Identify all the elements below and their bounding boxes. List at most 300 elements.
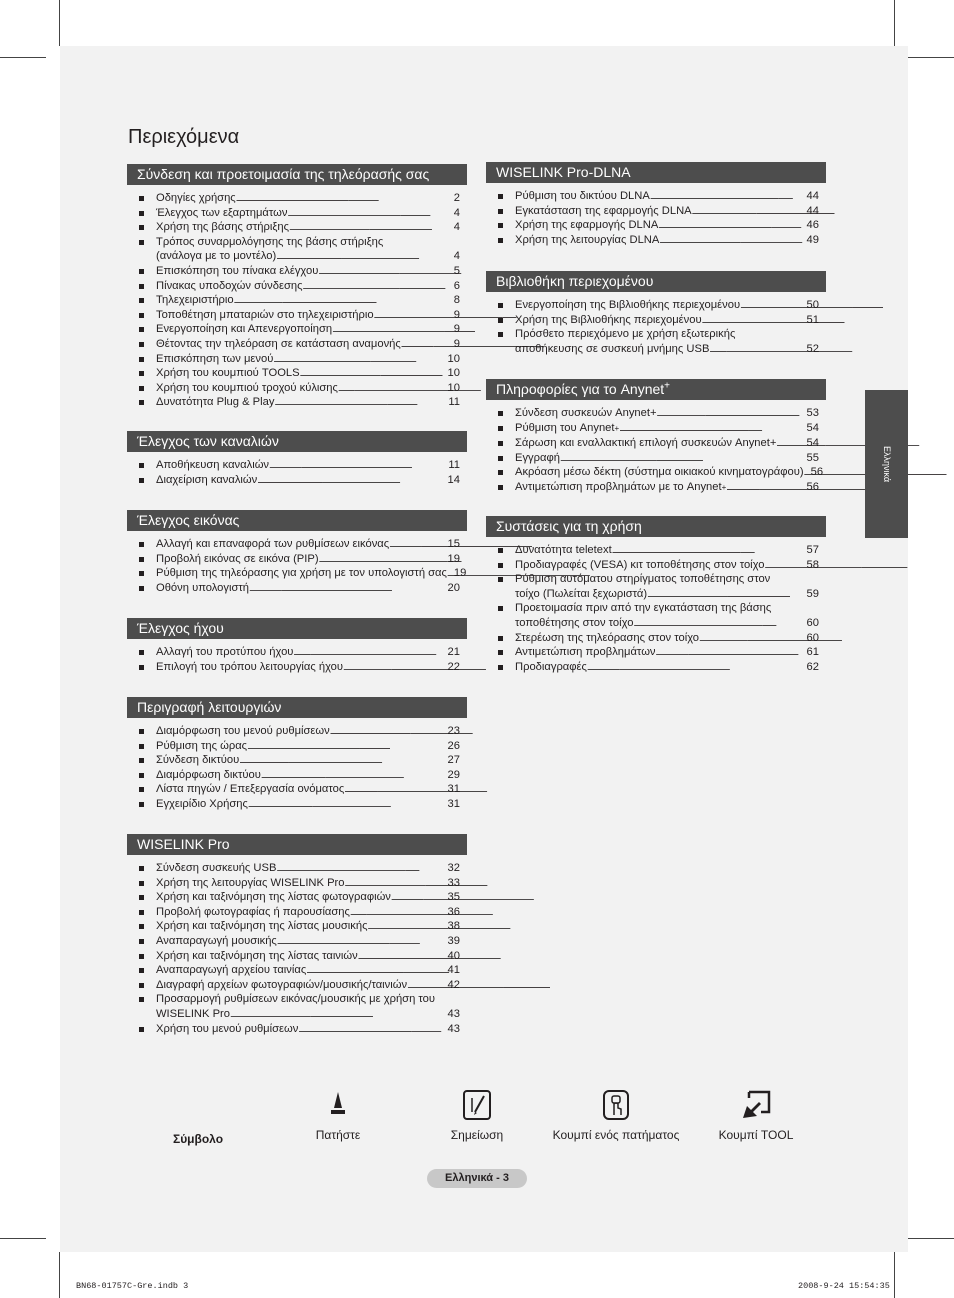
symbol-tool xyxy=(713,1088,799,1142)
toc-entry[interactable] xyxy=(127,395,467,410)
leader-dots xyxy=(633,616,805,631)
leader-dots xyxy=(257,473,446,488)
toc-list xyxy=(127,191,467,410)
leader-dots xyxy=(344,782,446,797)
toc-entry[interactable] xyxy=(127,978,467,993)
toc-entry[interactable] xyxy=(127,876,467,891)
toc-entry[interactable] xyxy=(486,558,826,573)
toc-entry-text: Σύνδεση συσκευών Anynet+ xyxy=(515,407,657,419)
toc-entry-text-cont: τοποθέτησης στον τοίχο xyxy=(515,616,634,629)
section-heading-text: Συστάσεις για τη χρήση xyxy=(496,518,642,534)
toc-page-number: 40 xyxy=(447,949,460,962)
toc-entry-text: Χρήση της βάσης στήριξης xyxy=(156,221,289,234)
note-pencil-icon xyxy=(460,1088,494,1122)
toc-entry[interactable] xyxy=(486,543,826,558)
leader-dots xyxy=(261,768,447,783)
tool-button-icon xyxy=(739,1088,773,1122)
toc-entry-line xyxy=(515,204,819,219)
leader-dots xyxy=(374,308,453,323)
toc-entry-text: Αναπαραγωγή μουσικής xyxy=(156,934,277,947)
toc-entry-text: Προσαρμογή ρυθμίσεων εικόνας/μουσικής με χρήση του xyxy=(156,993,435,1006)
toc-entry[interactable] xyxy=(127,724,467,739)
toc-section xyxy=(127,834,467,1036)
toc-entry-text-cont: (ανάλογα με το μοντέλο) xyxy=(156,250,277,263)
toc-entry[interactable] xyxy=(127,220,467,235)
toc-entry-text: Χρήση του κουμπιού τροχού κύλισης xyxy=(156,381,338,394)
leader-dots xyxy=(318,264,452,279)
section-heading xyxy=(486,516,826,537)
toc-entry[interactable] xyxy=(127,308,467,323)
toc-page-number: 43 xyxy=(447,1022,460,1035)
toc-entry-line xyxy=(156,537,460,552)
toc-entry[interactable] xyxy=(486,572,826,601)
toc-entry[interactable] xyxy=(486,406,826,421)
toc-entry-line xyxy=(515,218,819,233)
toc-entry-line xyxy=(156,279,460,294)
section-heading xyxy=(127,431,467,452)
leader-dots xyxy=(293,645,446,660)
toc-entry-line xyxy=(156,552,460,567)
symbol-legend-label: Σύμβολο xyxy=(173,1132,224,1146)
toc-list xyxy=(486,189,826,247)
toc-page-number: 22 xyxy=(447,660,460,673)
toc-page-number: 19 xyxy=(447,552,460,565)
toc-section xyxy=(127,164,467,410)
toc-page-number: 11 xyxy=(448,459,460,471)
toc-page-number: 4 xyxy=(453,221,460,234)
leader-dots xyxy=(658,218,805,233)
toc-entry-line xyxy=(515,587,819,602)
toc-page-number: 44 xyxy=(806,204,819,217)
section-heading-text: Πληροφορίες για το Anynet xyxy=(496,381,665,397)
toc-entry-line xyxy=(156,782,460,797)
toc-page-number: 60 xyxy=(806,631,819,644)
leader-dots xyxy=(702,313,806,328)
toc-entry-text: Προβολή φωτογραφίας ή παρουσίασης xyxy=(156,905,350,918)
crop-mark xyxy=(894,0,895,46)
toc-page-number: 43 xyxy=(447,1007,460,1020)
leader-dots xyxy=(330,724,447,739)
section-heading xyxy=(486,271,826,292)
toc-entry[interactable] xyxy=(127,797,467,812)
toc-page-number: 6 xyxy=(453,279,460,292)
toc-entry[interactable] xyxy=(127,739,467,754)
toc-entry[interactable] xyxy=(127,473,467,488)
toc-entry-line xyxy=(156,206,460,221)
toc-entry-text: Αντιμετώπιση προβλημάτων με το Anynet xyxy=(515,480,722,493)
toc-entry-text: Σύνδεση δικτύου xyxy=(156,754,240,767)
leader-dots xyxy=(647,587,805,602)
toc-entry[interactable] xyxy=(127,660,467,675)
toc-page-number: 62 xyxy=(806,660,819,673)
toc-list xyxy=(486,406,826,496)
toc-entry-text: Αντιμετώπιση προβλημάτων xyxy=(515,646,656,659)
crop-mark xyxy=(908,1238,954,1239)
toc-entry-line xyxy=(156,1022,460,1037)
toc-entry-text-cont: τοίχο (Πωλείται ξεχωριστά) xyxy=(515,587,648,600)
toc-page-number: 55 xyxy=(806,451,819,464)
toc-entry[interactable] xyxy=(127,890,467,905)
toc-entry-line xyxy=(515,660,819,675)
toc-entry-text: Αλλαγή και επαναφορά των ρυθμίσεων εικόνας xyxy=(156,538,390,550)
leader-dots xyxy=(247,739,446,754)
symbol-caption: Κουμπί TOOL xyxy=(718,1128,794,1142)
section-heading-text: Περιγραφή λειτουργιών xyxy=(137,699,282,715)
crop-mark xyxy=(894,1252,895,1298)
toc-entry-text: Χρήση της εφαρμογής DLNA xyxy=(515,219,659,232)
toc-entry[interactable] xyxy=(127,963,467,978)
toc-entry-line xyxy=(515,451,819,466)
leader-dots xyxy=(344,876,446,891)
leader-dots xyxy=(764,558,805,573)
toc-entry-text: Διαχείριση καναλιών xyxy=(156,473,258,486)
toc-entry[interactable] xyxy=(127,753,467,768)
toc-entry[interactable] xyxy=(486,421,826,437)
toc-list xyxy=(127,458,467,487)
press-arrow-icon xyxy=(321,1088,355,1122)
leader-dots xyxy=(560,451,806,466)
toc-entry[interactable] xyxy=(486,436,826,451)
toc-page-number: 14 xyxy=(447,473,460,486)
toc-entry[interactable] xyxy=(486,233,826,248)
toc-entry[interactable] xyxy=(486,298,826,313)
toc-page-number: 36 xyxy=(447,905,460,918)
leader-dots xyxy=(230,1007,447,1022)
toc-entry-line xyxy=(515,189,819,204)
toc-entry-text: Τρόπος συναρμολόγησης της βάσης στήριξης xyxy=(156,235,384,248)
toc-entry-text: Δυνατότητα teletext xyxy=(515,544,612,556)
toc-entry-text: Διαμόρφωση του μενού ρυθμίσεων xyxy=(156,725,330,737)
crop-mark xyxy=(59,0,60,46)
toc-entry-line xyxy=(515,616,819,631)
toc-entry-text: Στερέωση της τηλεόρασης στον τοίχο xyxy=(515,631,700,644)
toc-page-number: 49 xyxy=(806,233,819,246)
toc-entry-text: Χρήση του μενού ρυθμίσεων xyxy=(156,1022,299,1035)
toc-entry-text: Χρήση της λειτουργίας DLNA xyxy=(515,233,660,246)
toc-page-number: 5 xyxy=(453,264,460,277)
toc-entry-text: Τηλεχειριστήριο xyxy=(156,294,234,307)
toc-list xyxy=(127,861,467,1036)
toc-entry[interactable] xyxy=(486,465,826,480)
toc-list xyxy=(127,537,467,595)
toc-entry-text: Επισκόπηση του πίνακα ελέγχου xyxy=(156,264,319,277)
section-heading-text: Σύνδεση και προετοιμασία της τηλεόρασής σας xyxy=(137,166,430,182)
toc-entry-text-cont: WISELINK Pro xyxy=(156,1007,230,1020)
toc-section xyxy=(486,162,826,247)
toc-entry[interactable] xyxy=(486,189,826,204)
toc-entry-text: Οδηγίες χρήσης xyxy=(156,192,236,204)
toc-entry-text: Χρήση και ταξινόμηση της λίστας μουσικής xyxy=(156,920,368,933)
toc-page-number: 2 xyxy=(453,192,460,204)
toc-page-number: 8 xyxy=(453,294,460,307)
section-heading-text: Έλεγχος των καναλιών xyxy=(137,433,279,449)
toc-entry-text: Ρύθμιση της ώρας xyxy=(156,739,248,752)
leader-dots xyxy=(332,322,453,337)
toc-entry-line xyxy=(156,978,460,993)
section-heading xyxy=(486,162,826,183)
leader-dots xyxy=(692,204,806,219)
section-heading xyxy=(486,379,826,400)
toc-entry[interactable] xyxy=(127,919,467,934)
toc-entry-text: Ρύθμιση αυτόματου στηρίγματος τοποθέτησης στον xyxy=(515,573,771,586)
toc-page-number: 38 xyxy=(447,920,460,933)
toc-entry[interactable] xyxy=(127,279,467,294)
leader-dots xyxy=(276,249,453,264)
toc-list xyxy=(486,543,826,674)
toc-entry[interactable] xyxy=(127,934,467,949)
toc-entry[interactable] xyxy=(127,191,467,206)
toc-entry-line xyxy=(156,581,460,596)
leader-dots xyxy=(659,233,805,248)
leader-dots xyxy=(619,421,805,436)
toc-entry-text: Αλλαγή του προτύπου ήχου xyxy=(156,646,294,658)
leader-dots xyxy=(302,279,452,294)
toc-entry-line xyxy=(156,473,460,488)
section-heading xyxy=(127,510,467,531)
toc-entry[interactable] xyxy=(486,480,826,496)
toc-entry-line xyxy=(515,465,824,480)
toc-entry-text: Χρήση και ταξινόμηση της λίστας ταινιών xyxy=(156,949,358,962)
side-tab-label: Ελληνικά xyxy=(881,445,892,483)
toc-page-number: 31 xyxy=(447,783,460,796)
toc-entry-line xyxy=(515,645,819,660)
leader-dots xyxy=(401,337,453,352)
toc-entry-line xyxy=(156,660,460,675)
toc-entry-line xyxy=(156,919,460,934)
toc-entry-line xyxy=(156,566,467,581)
toc-entry[interactable] xyxy=(486,327,826,356)
toc-entry-line xyxy=(156,797,460,812)
toc-entry-line xyxy=(156,293,460,308)
toc-entry[interactable] xyxy=(486,631,826,646)
section-heading-text: WISELINK Pro xyxy=(137,836,230,852)
toc-entry[interactable] xyxy=(127,293,467,308)
toc-entry[interactable] xyxy=(127,366,467,381)
footer-date: 2008-9-24 15:54:35 xyxy=(798,1281,890,1291)
toc-entry-line xyxy=(156,905,460,920)
toc-entry-text: Ενεργοποίηση της Βιβλιοθήκης περιεχομένου xyxy=(515,299,741,311)
leader-dots xyxy=(699,631,806,646)
toc-entry-line xyxy=(156,645,460,660)
toc-entry-line xyxy=(156,934,460,949)
leader-dots xyxy=(656,645,806,660)
toc-entry[interactable] xyxy=(127,645,467,660)
toc-entry-line xyxy=(515,406,819,421)
one-touch-button-icon xyxy=(599,1088,633,1122)
toc-entry[interactable] xyxy=(486,645,826,660)
toc-page-number: 27 xyxy=(447,754,460,767)
toc-entry[interactable] xyxy=(127,905,467,920)
toc-page-number: 11 xyxy=(448,396,460,409)
toc-entry-text: Έλεγχος των εξαρτημάτων xyxy=(156,206,288,219)
leader-dots xyxy=(389,537,446,552)
toc-entry-text: Προδιαγραφές xyxy=(515,660,587,673)
toc-entry-line xyxy=(515,436,819,451)
toc-entry-text: Διαμόρφωση δικτύου xyxy=(156,768,261,781)
leader-dots xyxy=(248,797,447,812)
toc-entry[interactable] xyxy=(127,949,467,964)
crop-mark xyxy=(908,57,954,58)
toc-entry[interactable] xyxy=(486,451,826,466)
toc-entry-text: Ρύθμιση της τηλεόρασης για χρήση με τον υπολογιστή σας xyxy=(156,567,447,580)
symbol-press xyxy=(298,1088,378,1142)
toc-section xyxy=(486,379,826,496)
toc-section xyxy=(127,431,467,487)
toc-entry-line xyxy=(156,191,460,206)
toc-entry-line xyxy=(156,861,460,876)
toc-entry-text: Προδιαγραφές (VESA) κιτ τοποθέτησης στον τοίχο xyxy=(515,558,765,571)
page-number-badge: Ελληνικά - 3 xyxy=(427,1169,527,1188)
toc-entry[interactable] xyxy=(127,381,467,396)
leader-dots xyxy=(358,949,447,964)
toc-entry-text: Εγκατάσταση της εφαρμογής DLNA xyxy=(515,204,692,217)
crop-mark xyxy=(59,1252,60,1298)
leader-dots xyxy=(249,581,447,596)
toc-entry-text: Αποθήκευση καναλιών xyxy=(156,459,270,471)
section-heading-sup: + xyxy=(664,380,670,392)
leader-dots xyxy=(277,934,447,949)
toc-entry-text: Διαγραφή αρχείων φωτογραφιών/μουσικής/ταινιών xyxy=(156,978,408,991)
toc-page-number: 57 xyxy=(806,544,819,556)
leader-dots xyxy=(612,543,806,558)
toc-entry[interactable] xyxy=(486,313,826,328)
toc-page-number: 42 xyxy=(447,978,460,991)
leader-dots xyxy=(657,406,806,421)
symbol-caption: Σημείωση xyxy=(450,1128,504,1142)
toc-section xyxy=(486,271,826,356)
toc-entry-text: Εγχειρίδιο Χρήσης xyxy=(156,797,248,810)
toc-entry[interactable] xyxy=(127,1022,467,1037)
toc-entry-line xyxy=(515,233,819,248)
toc-entry-line xyxy=(156,458,460,473)
leader-dots xyxy=(234,293,453,308)
toc-entry[interactable] xyxy=(486,601,826,630)
toc-page-number: 53 xyxy=(806,407,819,419)
toc-section xyxy=(127,697,467,812)
toc-list xyxy=(127,645,467,674)
toc-list xyxy=(127,724,467,812)
toc-page-number: 4 xyxy=(453,206,460,219)
toc-entry-text: Οθόνη υπολογιστή xyxy=(156,581,250,594)
leader-dots xyxy=(407,978,446,993)
leader-dots xyxy=(343,660,447,675)
leader-dots xyxy=(306,963,446,978)
toc-entry[interactable] xyxy=(127,206,467,221)
leader-dots xyxy=(236,191,453,206)
toc-page-number: 23 xyxy=(447,725,460,737)
toc-entry-text: Πρόσθετο περιεχόμενο με χρήση εξωτερικής xyxy=(515,328,736,341)
toc-entry[interactable] xyxy=(127,768,467,783)
toc-page-number: 44 xyxy=(806,190,819,202)
toc-entry[interactable] xyxy=(486,204,826,219)
toc-entry-text: Πίνακας υποδοχών σύνδεσης xyxy=(156,279,303,292)
toc-entry-text: Ρύθμιση του δικτύου DLNA xyxy=(515,190,650,202)
toc-entry-text: Εγγραφή xyxy=(515,451,560,464)
toc-page-number: 56 xyxy=(806,480,819,493)
toc-entry-line xyxy=(156,753,460,768)
toc-entry-text: Προβολή εικόνας σε εικόνα (PIP) xyxy=(156,552,319,565)
toc-page-number: 51 xyxy=(806,313,819,326)
toc-entry-line xyxy=(515,342,819,357)
toc-page-number: 61 xyxy=(806,646,819,659)
toc-entry[interactable] xyxy=(127,337,467,352)
toc-entry-line xyxy=(156,890,460,905)
toc-entry[interactable] xyxy=(127,264,467,279)
toc-entry[interactable] xyxy=(127,322,467,337)
toc-entry[interactable] xyxy=(127,861,467,876)
toc-entry-text: Επισκόπηση των μενού xyxy=(156,352,274,365)
toc-entry[interactable] xyxy=(127,552,467,567)
toc-page-number: 50 xyxy=(806,299,819,311)
toc-entry-line xyxy=(156,739,460,754)
toc-entry[interactable] xyxy=(486,660,826,675)
toc-list xyxy=(486,298,826,356)
toc-page-number: 9 xyxy=(453,337,460,350)
page-title: Περιεχόμενα xyxy=(128,126,240,148)
toc-entry-line xyxy=(515,313,819,328)
symbol-caption: Κουμπί ενός πατήματος xyxy=(552,1128,680,1142)
toc-page-number: 52 xyxy=(806,342,819,355)
crop-mark xyxy=(0,1238,46,1239)
toc-entry[interactable] xyxy=(127,235,467,264)
toc-page-number: 9 xyxy=(453,308,460,321)
toc-entry-line xyxy=(156,337,460,352)
toc-entry-line xyxy=(515,631,819,646)
toc-entry[interactable] xyxy=(127,537,467,552)
leader-dots xyxy=(274,395,447,410)
toc-page-number: 59 xyxy=(806,587,819,600)
toc-page-number: 15 xyxy=(447,538,460,550)
toc-entry-line xyxy=(515,558,819,573)
toc-page-number: 54 xyxy=(806,437,819,450)
toc-entry[interactable] xyxy=(127,566,467,581)
toc-entry-line xyxy=(515,543,819,558)
toc-entry-text: Σύνδεση συσκευής USB xyxy=(156,862,277,874)
leader-dots xyxy=(276,861,446,876)
toc-entry-text: Δυνατότητα Plug & Play xyxy=(156,396,275,409)
leader-dots xyxy=(273,352,446,367)
toc-entry-line xyxy=(156,876,460,891)
toc-entry-text: Ακρόαση μέσω δέκτη (σύστημα οικιακού κινηματογράφου) xyxy=(515,466,804,479)
toc-entry[interactable] xyxy=(127,581,467,596)
toc-entry-line xyxy=(156,963,460,978)
toc-entry[interactable] xyxy=(486,218,826,233)
section-heading-text: WISELINK Pro-DLNA xyxy=(496,164,631,180)
crop-mark xyxy=(0,57,46,58)
toc-page-number: 46 xyxy=(806,219,819,232)
toc-entry-line xyxy=(156,352,460,367)
section-heading-text: Βιβλιοθήκη περιεχομένου xyxy=(496,273,654,289)
toc-entry[interactable] xyxy=(127,352,467,367)
toc-entry-text-cont: αποθήκευσης σε συσκευή μνήμης USB xyxy=(515,342,710,355)
leader-dots xyxy=(338,381,447,396)
toc-entry-line xyxy=(156,264,460,279)
toc-page-number: 29 xyxy=(447,768,460,781)
toc-entry-text: Ενεργοποίηση και Απενεργοποίηση xyxy=(156,323,333,336)
toc-page-number: 35 xyxy=(447,891,460,904)
toc-entry-line xyxy=(156,308,460,323)
leader-dots xyxy=(776,436,805,451)
toc-entry[interactable] xyxy=(127,992,467,1021)
leader-dots xyxy=(726,480,805,495)
toc-page-number: 26 xyxy=(447,739,460,752)
toc-page-number: 60 xyxy=(806,616,819,629)
toc-page-number: 39 xyxy=(447,934,460,947)
toc-entry[interactable] xyxy=(127,782,467,797)
toc-entry-text: Τοποθέτηση μπαταριών στο τηλεχειριστήριο xyxy=(156,308,374,321)
toc-entry-line xyxy=(156,724,460,739)
toc-entry[interactable] xyxy=(127,458,467,473)
